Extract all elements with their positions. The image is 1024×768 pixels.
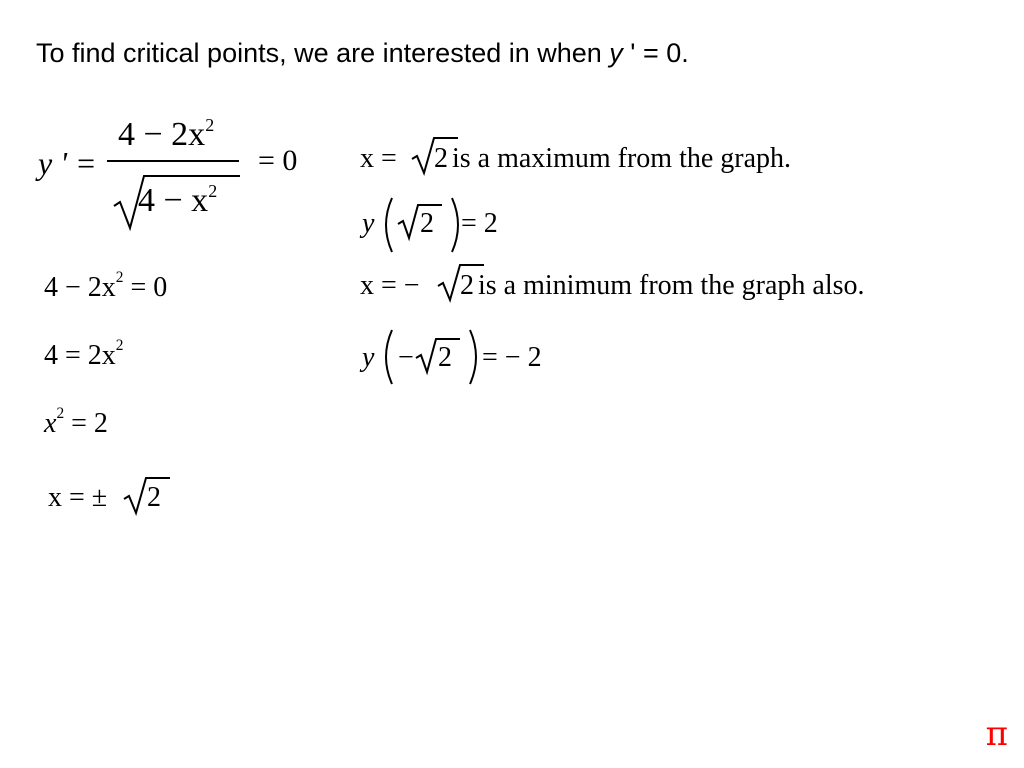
ymin-radicand: 2 <box>438 342 452 373</box>
step-4-radicand: 2 <box>147 482 161 513</box>
heading-variable: y <box>609 38 623 68</box>
pi-logo-icon: π <box>985 714 1008 754</box>
derivative-lhs: y ' = <box>38 145 97 181</box>
derivative-numerator: $4 - 2x^2$ <box>118 115 215 153</box>
step-2: $4 = 2x^2$ <box>44 337 124 371</box>
min-radicand: 2 <box>460 270 474 301</box>
derivative-denominator: $4 - x^2$ <box>138 181 218 219</box>
max-text: is a maximum from the graph. <box>452 143 792 174</box>
step-3: $x^2 = 2$ <box>44 405 108 439</box>
ymax-prefix: y <box>362 208 375 239</box>
ymin-prefix: y <box>362 342 375 373</box>
step-1: $4 - 2x^2 = 0$ <box>44 269 168 303</box>
derivative-rhs: = 0 <box>258 144 298 177</box>
ymax-tail: = 2 <box>461 208 498 239</box>
min-prefix: x = − <box>360 270 420 301</box>
min-text: is a minimum from the graph also. <box>478 270 865 301</box>
step-4-prefix: x = ± <box>48 482 108 513</box>
ymax-radicand: 2 <box>420 208 434 239</box>
heading-text-after: ' = 0. <box>622 38 689 68</box>
ymin-tail: = − 2 <box>482 342 542 373</box>
max-radicand: 2 <box>434 143 448 174</box>
max-prefix: x = <box>360 143 397 174</box>
fraction-bar <box>107 160 239 162</box>
ymin-inner-sign: − <box>398 342 414 373</box>
page-heading <box>36 38 689 69</box>
heading-text-before: To find critical points, we are interested in when <box>36 38 610 68</box>
